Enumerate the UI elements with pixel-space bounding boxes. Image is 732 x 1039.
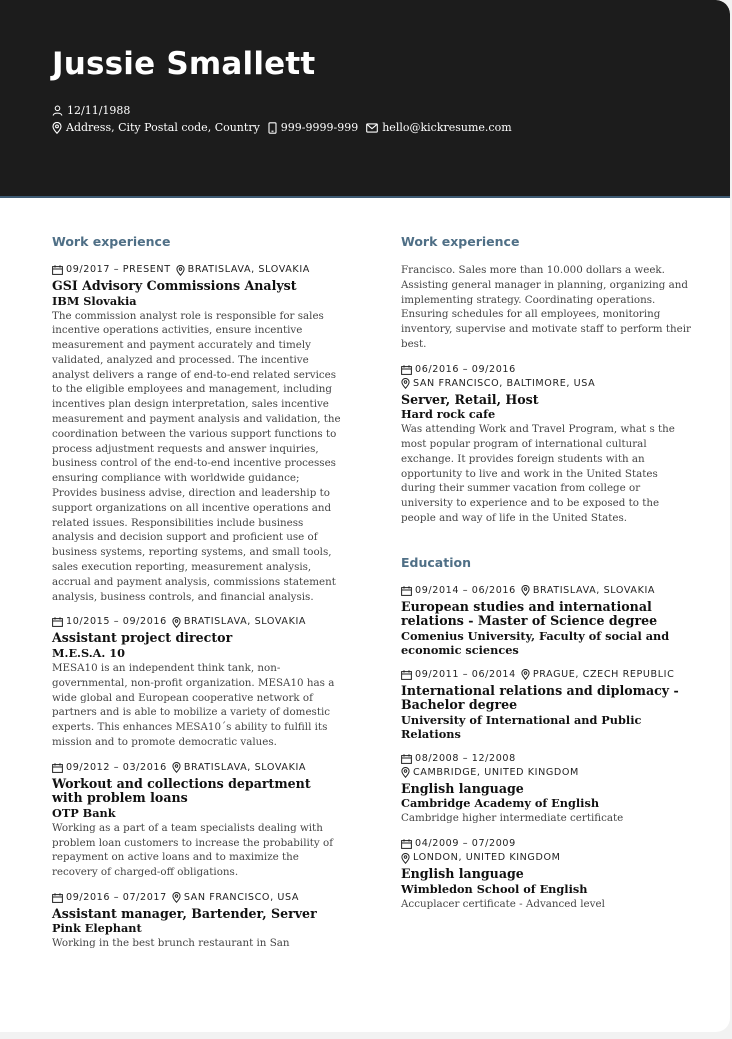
entry-org: M.E.S.A. 10 <box>52 645 126 660</box>
entry-role: Server, Retail, Host <box>401 391 539 407</box>
entry-location: LONDON, UNITED KINGDOM <box>413 852 561 864</box>
entry-location: BRATISLAVA, SLOVAKIA <box>532 584 656 596</box>
work-entry-continued <box>401 263 691 352</box>
entry-description: The commission analyst role is responsible for sales incentive operations activities, ensure incentive measurement and payment accurately and timely validated, analyzed and processed. The incentive analyst delivers a range of end-to-end related services to the eligible employees and management, including incentives plan design interpretation, sales incentive measurement and payment analysis and validation, the coordination between the various support functions to process adjustment requests and answer inquiries, business control of the end-to-end incentive processes ensuring compliance with worldwide guidance; Provides business advise, direction and leadership to support organizations on all incentive operations and related issues. Responsibilities include business analysis and decision support and proficient use of business systems, reporting systems, and small tools, sales execution reporting, measurement analysis, accrual and payment analysis, commissions statement analysis, business controls, and financial analysis. <box>52 309 341 603</box>
calendar-icon <box>52 763 63 773</box>
entry-degree: English language <box>401 866 524 882</box>
entry-meta <box>401 584 691 598</box>
work-entry <box>52 615 342 749</box>
location-pin-icon <box>521 669 530 680</box>
entry-school: University of International and Public Relations <box>401 712 642 741</box>
email-text: hello@kickresume.com <box>382 121 512 134</box>
entry-school: Comenius University, Faculty of social and economic sciences <box>401 628 670 657</box>
education-entry <box>401 584 691 657</box>
entry-date: 09/2011 – 06/2014 <box>415 668 516 680</box>
entry-meta <box>401 363 691 391</box>
work-experience-heading-continued: Work experience <box>401 234 520 249</box>
entry-org: IBM Slovakia <box>52 293 137 308</box>
entry-date: 08/2008 – 12/2008 <box>415 752 516 764</box>
entry-role: Assistant manager, Bartender, Server <box>52 905 317 921</box>
location-pin-icon <box>521 585 530 596</box>
entry-location: BRATISLAVA, SLOVAKIA <box>183 761 307 773</box>
work-entry <box>52 263 342 604</box>
entry-meta <box>401 837 691 865</box>
entry-location: BRATISLAVA, SLOVAKIA <box>183 616 307 628</box>
calendar-icon <box>401 839 412 849</box>
address <box>52 121 260 134</box>
entry-note: Accuplacer certificate - Advanced level <box>401 897 605 910</box>
location-pin-icon <box>52 122 62 134</box>
entry-date: 09/2014 – 06/2016 <box>415 584 516 596</box>
work-entry <box>52 891 342 951</box>
entry-date: 10/2015 – 09/2016 <box>66 616 167 628</box>
calendar-icon <box>401 754 412 764</box>
entry-meta <box>52 263 342 277</box>
entry-degree: English language <box>401 780 524 796</box>
work-entry <box>52 761 342 880</box>
phone-icon <box>268 122 277 134</box>
right-column <box>401 234 691 922</box>
location-pin-icon <box>172 892 181 903</box>
phone-text: 999-9999-999 <box>280 121 359 134</box>
entry-school: Wimbledon School of English <box>401 881 588 896</box>
entry-description: Working as a part of a team specialists dealing with problem loan customers to increase the probability of repayment on active loans and to maximize the recovery of charged-off obligations. <box>52 821 334 879</box>
entry-org: Hard rock cafe <box>401 407 496 422</box>
entry-org: OTP Bank <box>52 805 116 820</box>
education-entry <box>401 837 691 911</box>
entry-degree: European studies and international relations - Master of Science degree <box>401 598 658 629</box>
entry-org: Pink Elephant <box>52 921 142 936</box>
entry-location: CAMBRIDGE, UNITED KINGDOM <box>413 766 579 778</box>
education-entry <box>401 752 691 826</box>
entry-meta <box>52 891 342 905</box>
birthdate <box>52 104 130 117</box>
candidate-name: Jussie Smallett <box>52 46 316 82</box>
entry-date: 09/2016 – 07/2017 <box>66 891 167 903</box>
entry-meta <box>52 761 342 775</box>
location-pin-icon <box>401 767 410 778</box>
calendar-icon <box>401 365 412 375</box>
entry-school: Cambridge Academy of English <box>401 796 600 811</box>
entry-location: SAN FRANCISCO, BALTIMORE, USA <box>413 377 596 389</box>
entry-description: Was attending Work and Travel Program, what s the most popular program of international cultural exchange. It provides foreign students with an opportunity to live and work in the United States during their summer vacation from college or university to experience and to be exposed to the people and way of life in the United States. <box>401 423 675 525</box>
entry-degree: International relations and diplomacy - Bachelor degree <box>401 682 679 713</box>
entry-note: Cambridge higher intermediate certificate <box>401 812 624 825</box>
work-experience-heading: Work experience <box>52 234 171 249</box>
entry-meta <box>52 615 342 629</box>
entry-description: Working in the best brunch restaurant in San <box>52 937 290 950</box>
entry-role: GSI Advisory Commissions Analyst <box>52 278 297 293</box>
entry-location: PRAGUE, CZECH REPUBLIC <box>532 668 675 680</box>
calendar-icon <box>401 586 412 596</box>
phone <box>268 121 358 134</box>
entry-description: MESA10 is an independent think tank, non-governmental, non-profit organization. MESA10 has a wide global and European cooperative network of partners and is able to mobilize a variety of domestic experts. This enhances MESA10´s ability to fulfill its mission and to promote democratic values. <box>52 661 335 748</box>
entry-role: Workout and collections department with problem loans <box>52 775 311 806</box>
entry-date: 09/2017 – PRESENT <box>66 264 171 275</box>
calendar-icon <box>52 617 63 627</box>
calendar-icon <box>52 265 63 275</box>
location-pin-icon <box>401 853 410 864</box>
left-column <box>52 234 342 962</box>
birthdate-text: 12/11/1988 <box>67 104 131 117</box>
entry-meta <box>401 668 691 682</box>
location-pin-icon <box>401 378 410 389</box>
calendar-icon <box>401 670 412 680</box>
education-entry <box>401 668 691 741</box>
education-heading: Education <box>401 554 471 570</box>
resume-header <box>0 0 730 198</box>
location-pin-icon <box>172 762 181 773</box>
person-icon <box>52 105 63 116</box>
contact-line-2 <box>52 121 520 134</box>
entry-date: 09/2012 – 03/2016 <box>66 761 167 773</box>
entry-location: BRATISLAVA, SLOVAKIA <box>187 264 310 275</box>
location-pin-icon <box>172 617 181 628</box>
work-entry <box>401 363 691 526</box>
entry-date: 04/2009 – 07/2009 <box>415 838 516 850</box>
entry-description: Francisco. Sales more than 10.000 dollars a week. Assisting general manager in planning, organizing and implementing strategy. Coordinating operations. Ensuring schedules for all employees, monitoring inventory, supervise and motivate staff to perform their best. <box>401 264 691 350</box>
email <box>366 121 511 134</box>
entry-date: 06/2016 – 09/2016 <box>415 363 516 375</box>
location-pin-icon <box>176 265 185 276</box>
contact-line-1 <box>52 104 138 117</box>
calendar-icon <box>52 893 63 903</box>
entry-role: Assistant project director <box>52 630 233 646</box>
entry-meta <box>401 752 691 780</box>
envelope-icon <box>366 123 378 133</box>
address-text: Address, City Postal code, Country <box>66 121 260 134</box>
entry-location: SAN FRANCISCO, USA <box>183 891 300 903</box>
